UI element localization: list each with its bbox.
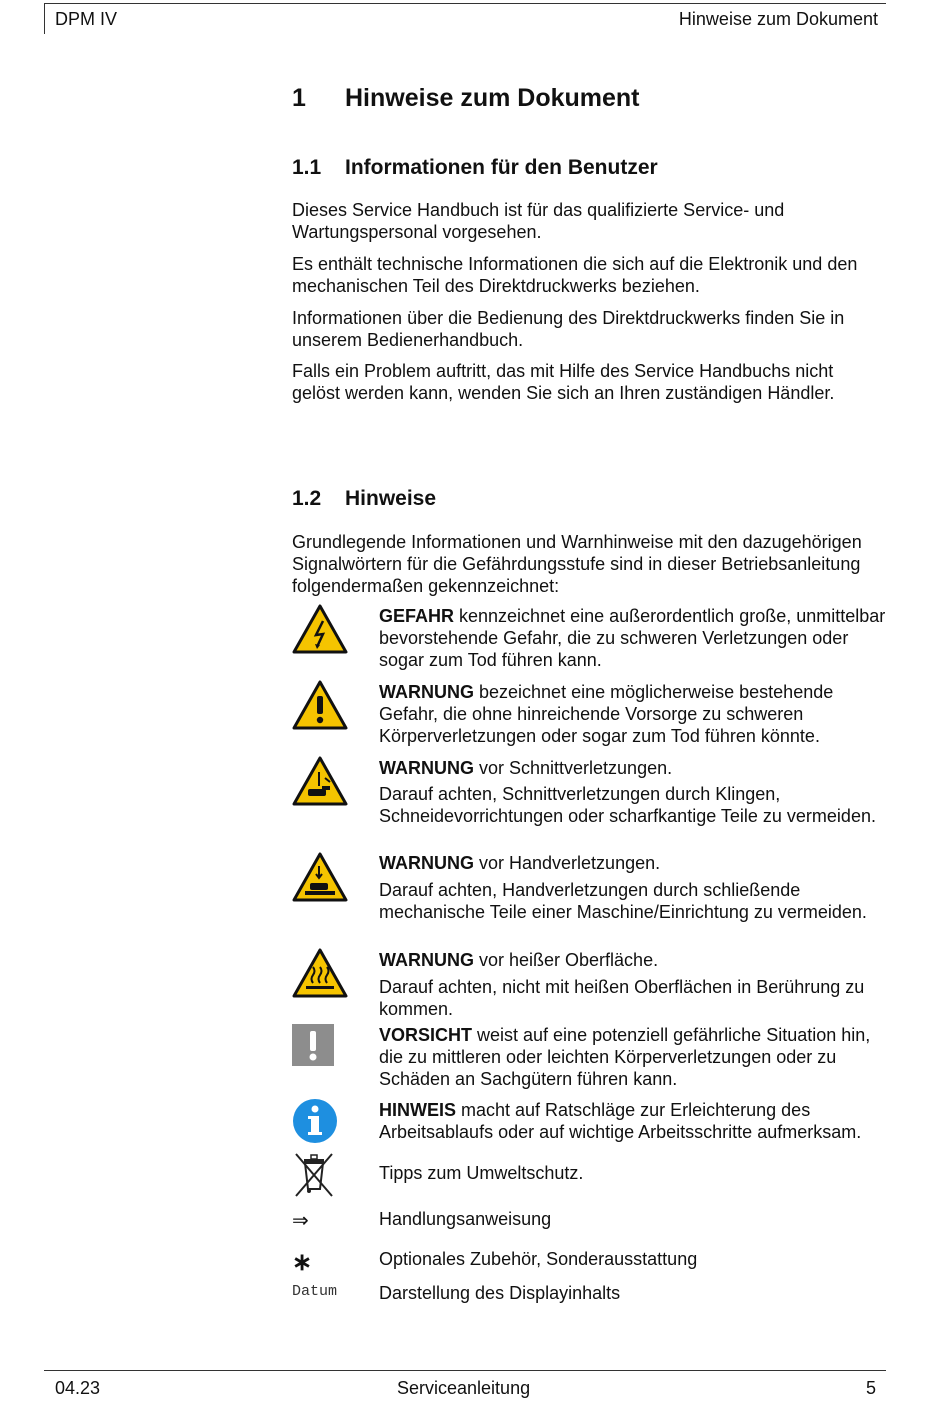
legend-optional-text: Optionales Zubehör, Sonderausstattung <box>379 1249 698 1269</box>
chapter-number: 1 <box>292 84 306 112</box>
info-icon <box>292 1098 338 1144</box>
notice-keyword: WARNUNG <box>379 682 474 702</box>
warning-exclamation-icon <box>292 680 348 730</box>
notice-hand-warning <box>379 852 889 874</box>
section-2-title-text: Hinweise <box>345 487 437 510</box>
chapter-title <box>292 84 640 113</box>
legend-instruction-text: Handlungsanweisung <box>379 1209 552 1229</box>
section-2-number: 1.2 <box>292 487 322 510</box>
notice-keyword: WARNUNG <box>379 758 474 778</box>
notice-hint <box>379 1099 889 1143</box>
header-product: DPM IV <box>55 9 118 29</box>
crossed-bin-icon <box>292 1151 336 1199</box>
paragraph: Dieses Service Handbuch ist für das qualifizierte Service- und Wartungspersonal vorgesehen. <box>292 200 785 242</box>
section-1-title-text: Informationen für den Benutzer <box>345 156 658 179</box>
notice-danger <box>379 605 889 671</box>
page-header <box>44 0 886 36</box>
notice-keyword: WARNUNG <box>379 853 474 873</box>
caution-exclamation-icon <box>292 1024 334 1066</box>
paragraph: Falls ein Problem auftritt, das mit Hilfe des Service Handbuchs nicht gelöst werden kann, wenden Sie sich an Ihren zuständigen Händler. <box>292 361 835 403</box>
cut-hazard-icon <box>292 756 348 806</box>
header-border-top <box>44 3 886 4</box>
notice-text: vor Schnittverletzungen. <box>474 758 673 778</box>
section-2-title <box>292 487 436 511</box>
paragraph: Informationen über die Bedienung des Direktdruckwerks finden Sie in unserem Bedienerhandbuch. <box>292 308 845 350</box>
notice-detail: Darauf achten, Schnittverletzungen durch Klingen, Schneidevorrichtungen oder scharfkantige Teile zu vermeiden. <box>379 784 876 826</box>
notice-text: macht auf Ratschläge zur Erleichterung des Arbeitsablaufs oder auf wichtige Arbeitsschritte aufmerksam. <box>379 1100 862 1142</box>
electric-hazard-icon <box>292 604 348 654</box>
section-2-intro: Grundlegende Informationen und Warnhinweise mit den dazugehörigen Signalwörtern für die Gefährdungsstufe sind in dieser Betriebsanleitung folgendermaßen gekennzeichnet: <box>292 532 862 596</box>
notice-text: bezeichnet eine möglicherweise bestehende Gefahr, die ohne hinreichende Vorsorge zu schweren Körperverletzungen oder sogar zum Tod führen könnte. <box>379 682 834 746</box>
notice-caution <box>379 1024 889 1090</box>
footer-doc-type: Serviceanleitung <box>397 1378 531 1398</box>
section-1-number: 1.1 <box>292 156 322 179</box>
notice-detail: Darauf achten, nicht mit heißen Oberflächen in Berührung zu kommen. <box>379 977 865 1019</box>
notice-detail: Darauf achten, Handverletzungen durch schließende mechanische Teile einer Maschine/Einrichtung zu vermeiden. <box>379 880 867 922</box>
notice-cut-warning <box>379 757 889 779</box>
notice-keyword: HINWEIS <box>379 1100 457 1120</box>
notice-warning <box>379 681 889 747</box>
footer-border <box>44 1370 886 1371</box>
legend-environment-text: Tipps zum Umweltschutz. <box>379 1163 584 1183</box>
notice-hot-surface-warning <box>379 949 889 971</box>
page-number: 5 <box>865 1378 876 1398</box>
hand-crush-hazard-icon <box>292 852 348 902</box>
arrow-icon: ⇒ <box>292 1210 309 1232</box>
page-footer <box>44 1370 886 1404</box>
notice-keyword: VORSICHT <box>379 1025 473 1045</box>
section-1-title <box>292 156 658 180</box>
notice-text: kennzeichnet eine außerordentlich große, unmittelbar bevorstehende Gefahr, die zu schweren Verletzungen oder sogar zum Tod führen kann. <box>379 606 886 670</box>
paragraph: Es enthält technische Informationen die sich auf die Elektronik und den mechanischen Teil des Direktdruckwerks beziehen. <box>292 254 858 296</box>
hot-surface-hazard-icon <box>292 948 348 998</box>
chapter-title-text: Hinweise zum Dokument <box>345 84 640 112</box>
notice-text: vor Handverletzungen. <box>474 853 661 873</box>
notice-keyword: GEFAHR <box>379 606 455 626</box>
notice-keyword: WARNUNG <box>379 950 474 970</box>
header-chapter: Hinweise zum Dokument <box>678 9 878 29</box>
notice-text: vor heißer Oberfläche. <box>474 950 659 970</box>
display-text-sample: Datum <box>292 1283 338 1300</box>
header-border-left <box>44 4 45 34</box>
legend-display-text: Darstellung des Displayinhalts <box>379 1283 621 1303</box>
notice-text: weist auf eine potenziell gefährliche Situation hin, die zu mittleren oder leichten Körperverletzungen oder zu Schäden an Sachgütern führen kann. <box>379 1025 871 1089</box>
asterisk-icon: ∗ <box>292 1249 313 1276</box>
footer-date: 04.23 <box>55 1378 101 1398</box>
